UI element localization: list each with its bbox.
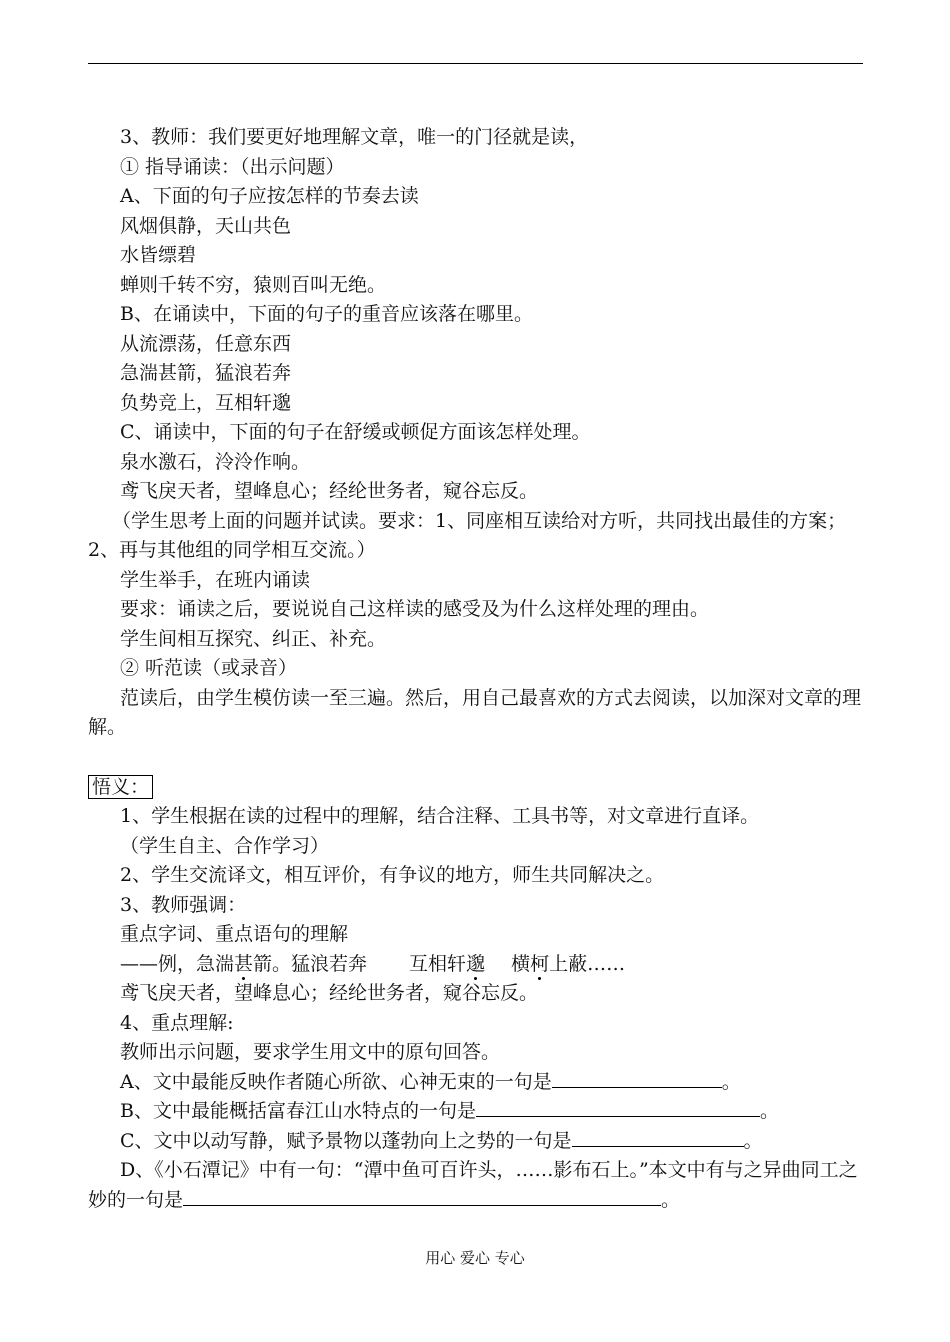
text-line: 教师出示问题，要求学生用文中的原句回答。 [120,1041,501,1063]
text-line: C、诵读中，下面的句子在舒缓或顿促方面该怎样处理。 [120,421,591,443]
section-heading-box: 悟义： [88,775,153,799]
text-line: 蝉则千转不穷，猿则百叫无绝。 [120,273,387,296]
period: 。 [661,1188,681,1211]
text-line: 风烟俱静，天山共色 [120,214,292,237]
question-text: B、文中最能概括富春江山水特点的一句是 [120,1100,476,1122]
question-text: C、文中以动写静，赋予景物以蓬勃向上之势的一句是 [120,1129,572,1152]
text-line: 学生间相互探究、纠正、补充。 [120,627,387,650]
text-line: 3、教师：我们要更好地理解文章，唯一的门径就是读， [120,126,589,148]
example-text: 互相轩 [409,952,467,975]
page-footer: 用心 爱心 专心 [425,1249,525,1267]
section-heading [88,773,863,803]
question-d [88,1156,863,1215]
text-paragraph: 范读后，由学生模仿读一至三遍。然后，用自己最喜欢的方式去阅读，以加深对文章的理解。 [88,686,862,738]
period: 。 [759,1100,779,1122]
document-body [88,123,863,1215]
emphasis-char: 柯 [530,952,550,975]
text-line: 1、学生根据在读的过程中的理解，结合注释、工具书等，对文章进行直译。 [120,805,760,827]
text-line: 要求：诵读之后，要说说自己这样读的感受及为什么这样处理的理由。 [120,598,710,620]
text-line: （学生自主、合作学习） [120,834,330,857]
text-line: 从流漂荡，任意东西 [120,332,292,355]
example-text: 上蔽…… [549,952,626,975]
text-line: ① 指导诵读：（出示问题） [120,155,345,178]
text-line: 2、学生交流译文，相互评价，有争议的地方，师生共同解决之。 [120,864,665,886]
text-paragraph: （学生思考上面的问题并试读。要求：1、同座相互读给对方听，共同找出最佳的方案；2、再与其他组的同学相互交流。） [88,509,847,561]
text-line: 负势竞上，互相轩邈 [120,391,292,414]
example-text: 横 [511,952,531,975]
question-a [88,1068,863,1098]
question-c [88,1127,863,1157]
text-line: 鸢飞戾天者，望峰息心；经纶世务者，窥谷忘反。 [120,480,539,502]
text-line: 学生举手，在班内诵读 [120,568,311,591]
answer-blank-a[interactable] [552,1068,722,1088]
text-line: 急湍甚箭，猛浪若奔 [120,362,292,384]
emphasis-char: 邈 [466,952,486,975]
text-line: 鸢飞戾天者，望峰息心；经纶世务者，窥谷忘反。 [120,982,539,1004]
spacer [88,743,863,773]
answer-blank-b[interactable] [476,1097,760,1117]
question-text: A、文中最能反映作者随心所欲、心神无束的一句是 [120,1070,552,1093]
text-line: A、下面的句子应按怎样的节奏去读 [120,185,419,207]
example-text: 箭。猛浪若奔 [253,952,368,975]
example-text: ——例，急湍 [120,952,235,975]
text-line: 泉水激石，泠泠作响。 [120,450,311,473]
period: 。 [721,1070,741,1093]
example-line [88,950,863,980]
header-rule [88,63,863,64]
question-b [88,1097,863,1127]
text-line: 水皆缥碧 [120,244,197,266]
text-line: 4、重点理解: [120,1011,234,1034]
text-line: 重点字词、重点语句的理解 [120,923,349,945]
answer-blank-d[interactable] [183,1186,661,1206]
answer-blank-c[interactable] [572,1127,744,1147]
text-line: B、在诵读中，下面的句子的重音应该落在哪里。 [120,303,533,325]
text-line: 3、教师强调： [120,893,247,916]
text-line: ② 听范读（或录音） [120,657,298,679]
period: 。 [743,1129,763,1152]
emphasis-char: 甚 [234,952,254,975]
question-text: D、《小石潭记》中有一句：“潭中鱼可百许头，……影布石上。”本文中有与之异曲同工之妙的一句是 [88,1159,858,1211]
